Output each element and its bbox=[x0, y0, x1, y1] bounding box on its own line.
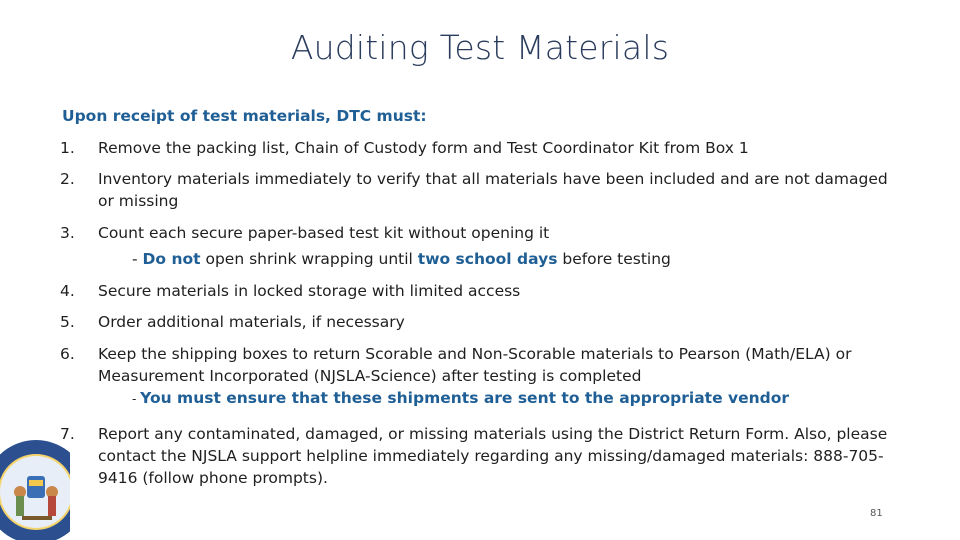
item-number: 6. bbox=[60, 345, 75, 363]
item-number: 5. bbox=[60, 313, 75, 331]
slide-title: Auditing Test Materials bbox=[290, 28, 670, 67]
item-subnote: - Do not open shrink wrapping until two school days before testing bbox=[132, 250, 671, 268]
item-number: 1. bbox=[60, 139, 75, 157]
item-number: 7. bbox=[60, 425, 75, 443]
emphasis-two-school-days: two school days bbox=[417, 250, 558, 268]
item-number: 3. bbox=[60, 224, 75, 242]
emphasis-vendor-note: You must ensure that these shipments are sent to the appropriate vendor bbox=[140, 389, 790, 407]
item-subnote: - You must ensure that these shipments are sent to the appropriate vendor bbox=[132, 389, 790, 407]
item-text: Count each secure paper-based test kit without opening it bbox=[98, 224, 550, 242]
item-text: Inventory materials immediately to verify that all materials have been included and are not damaged or missing bbox=[98, 170, 888, 210]
item-number: 2. bbox=[60, 170, 75, 188]
item-text: Remove the packing list, Chain of Custody form and Test Coordinator Kit from Box 1 bbox=[98, 139, 749, 157]
item-text: Order additional materials, if necessary bbox=[98, 313, 405, 331]
intro-heading: Upon receipt of test materials, DTC must: bbox=[62, 107, 427, 125]
item-number: 4. bbox=[60, 282, 75, 300]
page-number: 81 bbox=[870, 508, 883, 519]
item-text: Secure materials in locked storage with limited access bbox=[98, 282, 521, 300]
nj-doe-seal-logo bbox=[0, 430, 70, 540]
item-text: Report any contaminated, damaged, or missing materials using the District Return Form. Also, please contact the NJSLA support helpline immediately regarding any missing/damaged materials: 888-705-9416 (follow phone prompts). bbox=[98, 425, 888, 487]
emphasis-do-not: Do not bbox=[142, 250, 201, 268]
item-text: Keep the shipping boxes to return Scorable and Non-Scorable materials to Pearson (Math/ELA) or Measurement Incorporated (NJSLA-Science) after testing is completed bbox=[98, 345, 852, 385]
